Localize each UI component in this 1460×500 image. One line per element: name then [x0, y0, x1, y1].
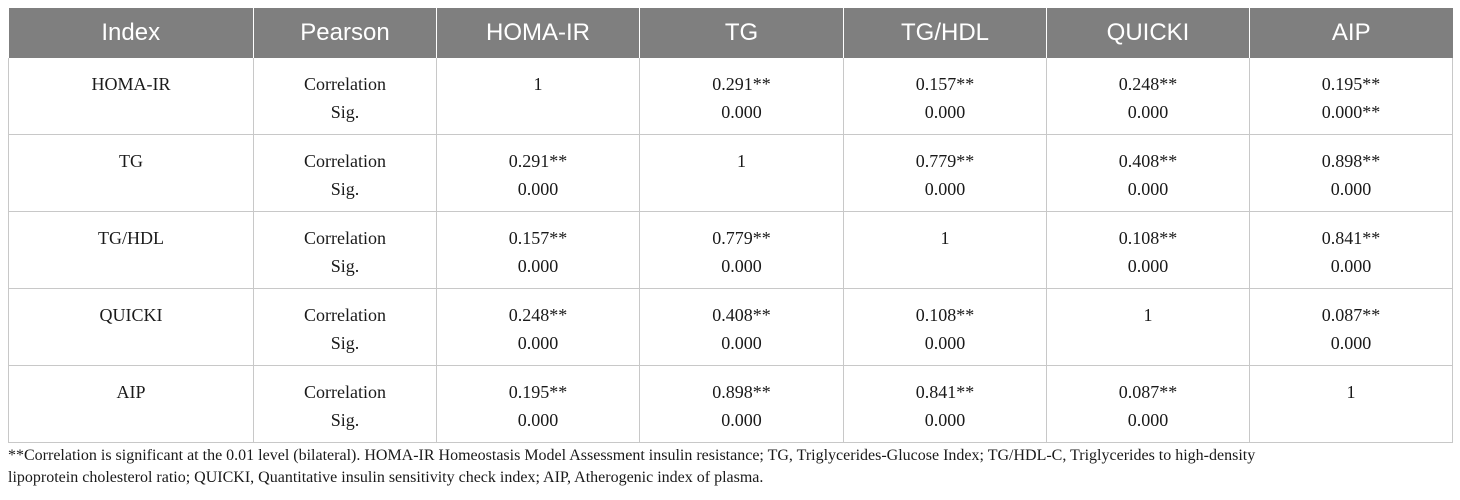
table-footnote [8, 445, 1452, 489]
table-row [9, 289, 1453, 366]
sig-value: 0.000 [924, 179, 966, 199]
sig-value: 0.000 [517, 333, 559, 353]
pearson-cell [254, 135, 437, 212]
correlation-value: 0.087** [1321, 305, 1381, 325]
value-cell [437, 58, 640, 135]
sig-value: 0.000 [1330, 333, 1372, 353]
table-row [9, 135, 1453, 212]
pearson-label: Correlation [304, 151, 386, 171]
sig-value: 0.000 [721, 333, 762, 353]
correlation-value: 1 [1346, 382, 1356, 402]
value-cell [844, 366, 1047, 443]
sig-value: 0.000 [721, 256, 762, 276]
value-cell [640, 212, 844, 289]
correlation-value: 1 [940, 228, 950, 248]
value-cell [1047, 289, 1250, 366]
header-tg-hdl: TG/HDL [844, 8, 1047, 58]
correlation-value: 0.898** [712, 382, 771, 402]
correlation-value: 0.898** [1321, 151, 1381, 171]
correlation-value: 1 [737, 151, 746, 171]
pearson-cell [254, 366, 437, 443]
value-cell [640, 366, 844, 443]
value-cell [437, 289, 640, 366]
value-cell [1250, 289, 1453, 366]
pearson-label: Correlation [304, 74, 386, 94]
correlation-value: 0.779** [915, 151, 975, 171]
pearson-cell [254, 212, 437, 289]
correlation-value: 0.108** [1118, 228, 1178, 248]
row-index-cell [9, 58, 254, 135]
sig-value: 0.000 [517, 256, 559, 276]
row-index-label: AIP [116, 382, 146, 402]
sig-value: 0.000** [1321, 102, 1381, 122]
value-cell [844, 58, 1047, 135]
value-cell [1047, 212, 1250, 289]
row-index-cell [9, 212, 254, 289]
header-pearson: Pearson [254, 8, 437, 58]
footnote-line-2: lipoprotein cholesterol ratio; QUICKI, Quantitative insulin sensitivity check index; AIP, Atherogenic index of plasma. [8, 469, 764, 486]
correlation-value: 0.157** [915, 74, 975, 94]
value-cell [1250, 366, 1453, 443]
table-header [9, 8, 1453, 58]
row-index-label: QUICKI [99, 305, 163, 325]
correlation-table-container [8, 8, 1452, 443]
header-row [9, 8, 1453, 58]
pearson-label: Sig. [330, 179, 360, 199]
value-cell [437, 212, 640, 289]
correlation-value: 0.195** [1321, 74, 1381, 94]
header-index: Index [9, 8, 254, 58]
sig-value: 0.000 [517, 179, 559, 199]
correlation-value: 0.841** [1321, 228, 1381, 248]
correlation-value: 0.108** [915, 305, 975, 325]
correlation-value: 0.248** [1118, 74, 1178, 94]
pearson-cell [254, 58, 437, 135]
correlation-value: 0.291** [712, 74, 771, 94]
value-cell [640, 58, 844, 135]
correlation-value: 0.408** [1118, 151, 1178, 171]
value-cell [844, 212, 1047, 289]
row-index-cell [9, 366, 254, 443]
value-cell [640, 289, 844, 366]
sig-value: 0.000 [517, 410, 559, 430]
correlation-value: 0.291** [508, 151, 568, 171]
sig-value: 0.000 [1127, 256, 1169, 276]
value-cell [844, 289, 1047, 366]
correlation-table [8, 8, 1453, 443]
correlation-value: 0.087** [1118, 382, 1178, 402]
correlation-value: 0.779** [712, 228, 771, 248]
sig-value: 0.000 [721, 102, 762, 122]
header-quicki: QUICKI [1047, 8, 1250, 58]
pearson-label: Correlation [304, 228, 386, 248]
value-cell [1250, 135, 1453, 212]
table-row [9, 58, 1453, 135]
pearson-label: Sig. [330, 102, 360, 122]
value-cell [437, 135, 640, 212]
table-body [9, 58, 1453, 443]
table-row [9, 212, 1453, 289]
value-cell [1047, 135, 1250, 212]
value-cell [1250, 212, 1453, 289]
header-homa-ir: HOMA-IR [437, 8, 640, 58]
sig-value: 0.000 [1127, 179, 1169, 199]
pearson-label: Correlation [304, 305, 386, 325]
value-cell [1047, 366, 1250, 443]
sig-value: 0.000 [1127, 410, 1169, 430]
correlation-value: 0.841** [915, 382, 975, 402]
value-cell [1047, 58, 1250, 135]
pearson-cell [254, 289, 437, 366]
correlation-value: 1 [1143, 305, 1153, 325]
pearson-label: Sig. [330, 333, 360, 353]
value-cell [1250, 58, 1453, 135]
pearson-label: Sig. [330, 410, 360, 430]
value-cell [640, 135, 844, 212]
sig-value: 0.000 [924, 410, 966, 430]
row-index-label: TG [119, 151, 143, 171]
footnote-line-1: **Correlation is significant at the 0.01 level (bilateral). HOMA-IR Homeostasis Model Assessment insulin resistance; TG, Triglycerides-Glucose Index; TG/HDL-C, Triglycerides to high-density [8, 447, 1256, 464]
row-index-cell [9, 135, 254, 212]
correlation-value: 0.408** [712, 305, 771, 325]
value-cell [437, 366, 640, 443]
pearson-label: Sig. [330, 256, 360, 276]
value-cell [844, 135, 1047, 212]
correlation-value: 0.157** [508, 228, 568, 248]
sig-value: 0.000 [721, 410, 762, 430]
row-index-label: TG/HDL [98, 228, 164, 248]
pearson-label: Correlation [304, 382, 386, 402]
table-row [9, 366, 1453, 443]
sig-value: 0.000 [1330, 179, 1372, 199]
sig-value: 0.000 [924, 333, 966, 353]
correlation-value: 0.248** [508, 305, 568, 325]
row-index-label: HOMA-IR [91, 74, 171, 94]
header-tg: TG [640, 8, 844, 58]
header-aip: AIP [1250, 8, 1453, 58]
correlation-value: 1 [533, 74, 543, 94]
correlation-value: 0.195** [508, 382, 568, 402]
row-index-cell [9, 289, 254, 366]
sig-value: 0.000 [1127, 102, 1169, 122]
sig-value: 0.000 [924, 102, 966, 122]
sig-value: 0.000 [1330, 256, 1372, 276]
